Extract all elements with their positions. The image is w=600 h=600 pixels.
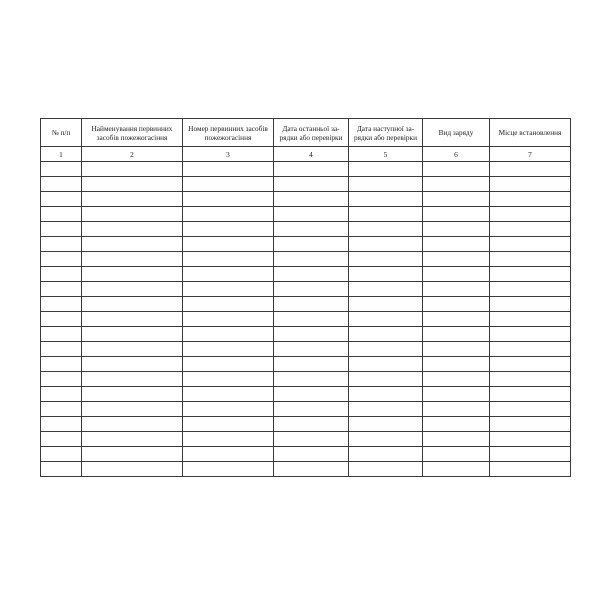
table-cell[interactable] [82, 267, 183, 282]
table-cell[interactable] [82, 312, 183, 327]
table-cell[interactable] [183, 222, 274, 237]
table-cell[interactable] [183, 252, 274, 267]
table-cell[interactable] [183, 357, 274, 372]
table-cell[interactable] [82, 207, 183, 222]
table-cell[interactable] [82, 432, 183, 447]
table-row [41, 222, 571, 237]
table-cell[interactable] [423, 192, 490, 207]
table-cell[interactable] [183, 417, 274, 432]
table-cell[interactable] [490, 207, 571, 222]
table-cell[interactable] [423, 312, 490, 327]
table-cell[interactable] [274, 312, 349, 327]
table-cell[interactable] [183, 177, 274, 192]
table-cell[interactable] [41, 222, 82, 237]
table-cell[interactable] [41, 237, 82, 252]
table-cell[interactable] [490, 327, 571, 342]
table-cell[interactable] [41, 327, 82, 342]
table-cell[interactable] [423, 162, 490, 177]
table-cell[interactable] [490, 342, 571, 357]
table-cell[interactable] [183, 297, 274, 312]
table-cell[interactable] [349, 462, 423, 477]
table-cell[interactable] [274, 237, 349, 252]
table-cell[interactable] [41, 387, 82, 402]
table-cell[interactable] [349, 267, 423, 282]
table-cell[interactable] [274, 432, 349, 447]
table-cell[interactable] [349, 282, 423, 297]
table-cell[interactable] [423, 357, 490, 372]
table-cell[interactable] [490, 372, 571, 387]
table-cell[interactable] [82, 357, 183, 372]
table-cell[interactable] [423, 177, 490, 192]
table-row [41, 387, 571, 402]
table-cell[interactable] [183, 162, 274, 177]
table-cell[interactable] [82, 192, 183, 207]
table-cell[interactable] [349, 252, 423, 267]
table-cell[interactable] [183, 192, 274, 207]
table-cell[interactable] [490, 312, 571, 327]
table-cell[interactable] [82, 177, 183, 192]
table-cell[interactable] [423, 372, 490, 387]
table-cell[interactable] [82, 372, 183, 387]
table-cell[interactable] [490, 462, 571, 477]
table-cell[interactable] [41, 252, 82, 267]
table-cell[interactable] [490, 162, 571, 177]
table-cell[interactable] [82, 342, 183, 357]
table-cell[interactable] [82, 327, 183, 342]
table-cell[interactable] [349, 372, 423, 387]
table-cell[interactable] [423, 342, 490, 357]
table-cell[interactable] [349, 297, 423, 312]
table-cell[interactable] [274, 372, 349, 387]
table-cell[interactable] [41, 357, 82, 372]
table-cell[interactable] [183, 342, 274, 357]
table-cell[interactable] [423, 237, 490, 252]
table-cell[interactable] [274, 162, 349, 177]
table-row [41, 312, 571, 327]
table-cell[interactable] [490, 222, 571, 237]
table-cell[interactable] [349, 237, 423, 252]
header-serial-number: № п/п [41, 119, 82, 147]
table-cell[interactable] [82, 252, 183, 267]
table-cell[interactable] [423, 207, 490, 222]
table-cell[interactable] [82, 297, 183, 312]
table-cell[interactable] [82, 162, 183, 177]
table-cell[interactable] [423, 327, 490, 342]
table-cell[interactable] [41, 297, 82, 312]
table-cell[interactable] [274, 402, 349, 417]
table-cell[interactable] [41, 417, 82, 432]
table-row [41, 417, 571, 432]
table-cell[interactable] [349, 387, 423, 402]
table-cell[interactable] [41, 207, 82, 222]
table-cell[interactable] [183, 387, 274, 402]
table-cell[interactable] [183, 327, 274, 342]
column-number-row [41, 147, 571, 162]
column-number: 1 [41, 147, 82, 162]
header-install-location: Місце встановлення [490, 119, 571, 147]
column-number: 3 [183, 147, 274, 162]
table-cell[interactable] [41, 432, 82, 447]
table-cell[interactable] [274, 342, 349, 357]
fire-extinguisher-log-table [40, 118, 571, 477]
table-cell[interactable] [274, 327, 349, 342]
table-cell[interactable] [41, 282, 82, 297]
table-cell[interactable] [349, 312, 423, 327]
table-row [41, 192, 571, 207]
table-cell[interactable] [41, 162, 82, 177]
table-cell[interactable] [490, 387, 571, 402]
header-equipment-number: Номер первинних засобів пожежогасіння [183, 119, 274, 147]
header-charge-type: Вид заряду [423, 119, 490, 147]
table-cell[interactable] [82, 462, 183, 477]
table-cell[interactable] [349, 192, 423, 207]
table-cell[interactable] [490, 432, 571, 447]
table-row [41, 327, 571, 342]
table-cell[interactable] [41, 312, 82, 327]
table-cell[interactable] [423, 297, 490, 312]
table-cell[interactable] [183, 372, 274, 387]
table-row [41, 252, 571, 267]
table-cell[interactable] [274, 462, 349, 477]
table-cell[interactable] [183, 432, 274, 447]
table-cell[interactable] [274, 267, 349, 282]
table-cell[interactable] [82, 417, 183, 432]
table-cell[interactable] [490, 417, 571, 432]
table-cell[interactable] [490, 237, 571, 252]
table-body [41, 162, 571, 477]
header-equipment-name: Найменування первинних засобів пожежогасіння [82, 119, 183, 147]
table-row [41, 402, 571, 417]
table-cell[interactable] [490, 267, 571, 282]
table-cell[interactable] [490, 297, 571, 312]
table-cell[interactable] [490, 357, 571, 372]
table-cell[interactable] [183, 237, 274, 252]
table-cell[interactable] [349, 417, 423, 432]
table-cell[interactable] [349, 327, 423, 342]
table-cell[interactable] [349, 402, 423, 417]
table-cell[interactable] [41, 372, 82, 387]
table-cell[interactable] [423, 387, 490, 402]
column-number: 2 [82, 147, 183, 162]
column-number: 7 [490, 147, 571, 162]
table-cell[interactable] [490, 282, 571, 297]
table-cell[interactable] [349, 207, 423, 222]
table-cell[interactable] [349, 177, 423, 192]
table-cell[interactable] [183, 312, 274, 327]
table-cell[interactable] [349, 357, 423, 372]
fire-extinguisher-log-sheet [40, 118, 570, 477]
table-cell[interactable] [349, 222, 423, 237]
table-cell[interactable] [82, 282, 183, 297]
table-cell[interactable] [349, 432, 423, 447]
table-cell[interactable] [183, 267, 274, 282]
table-cell[interactable] [423, 462, 490, 477]
table-row [41, 432, 571, 447]
table-cell[interactable] [349, 342, 423, 357]
table-cell[interactable] [82, 237, 183, 252]
table-cell[interactable] [274, 282, 349, 297]
table-cell[interactable] [274, 222, 349, 237]
table-row [41, 297, 571, 312]
table-cell[interactable] [274, 297, 349, 312]
header-last-charge-date: Дата останньої за-рядки або перевірки [274, 119, 349, 147]
table-cell[interactable] [490, 252, 571, 267]
table-cell[interactable] [183, 207, 274, 222]
table-row [41, 342, 571, 357]
table-cell[interactable] [274, 177, 349, 192]
table-row [41, 207, 571, 222]
table-cell[interactable] [423, 417, 490, 432]
table-cell[interactable] [274, 252, 349, 267]
table-cell[interactable] [82, 222, 183, 237]
table-cell[interactable] [274, 207, 349, 222]
table-cell[interactable] [41, 342, 82, 357]
table-cell[interactable] [183, 462, 274, 477]
table-cell[interactable] [490, 177, 571, 192]
table-cell[interactable] [423, 447, 490, 462]
table-cell[interactable] [41, 402, 82, 417]
table-cell[interactable] [274, 417, 349, 432]
table-cell[interactable] [423, 222, 490, 237]
table-cell[interactable] [183, 447, 274, 462]
table-cell[interactable] [183, 282, 274, 297]
table-cell[interactable] [349, 162, 423, 177]
table-cell[interactable] [41, 177, 82, 192]
table-cell[interactable] [41, 267, 82, 282]
table-row [41, 162, 571, 177]
table-cell[interactable] [490, 447, 571, 462]
table-cell[interactable] [274, 357, 349, 372]
table-row [41, 372, 571, 387]
table-cell[interactable] [274, 447, 349, 462]
table-cell[interactable] [423, 267, 490, 282]
table-cell[interactable] [41, 192, 82, 207]
table-cell[interactable] [423, 252, 490, 267]
table-cell[interactable] [274, 387, 349, 402]
table-row [41, 267, 571, 282]
table-cell[interactable] [41, 462, 82, 477]
table-row [41, 462, 571, 477]
table-cell[interactable] [274, 192, 349, 207]
table-row [41, 177, 571, 192]
table-cell[interactable] [423, 432, 490, 447]
table-row [41, 357, 571, 372]
table-cell[interactable] [82, 387, 183, 402]
column-number: 4 [274, 147, 349, 162]
table-cell[interactable] [423, 282, 490, 297]
column-number: 5 [349, 147, 423, 162]
table-cell[interactable] [41, 447, 82, 462]
table-cell[interactable] [183, 402, 274, 417]
table-cell[interactable] [490, 402, 571, 417]
header-next-charge-date: Дата наступної за-рядки або перевірки [349, 119, 423, 147]
column-number: 6 [423, 147, 490, 162]
table-header-row [41, 119, 571, 147]
table-cell[interactable] [82, 402, 183, 417]
table-row [41, 237, 571, 252]
table-cell[interactable] [82, 447, 183, 462]
table-cell[interactable] [423, 402, 490, 417]
table-cell[interactable] [490, 192, 571, 207]
table-row [41, 447, 571, 462]
table-row [41, 282, 571, 297]
table-cell[interactable] [349, 447, 423, 462]
